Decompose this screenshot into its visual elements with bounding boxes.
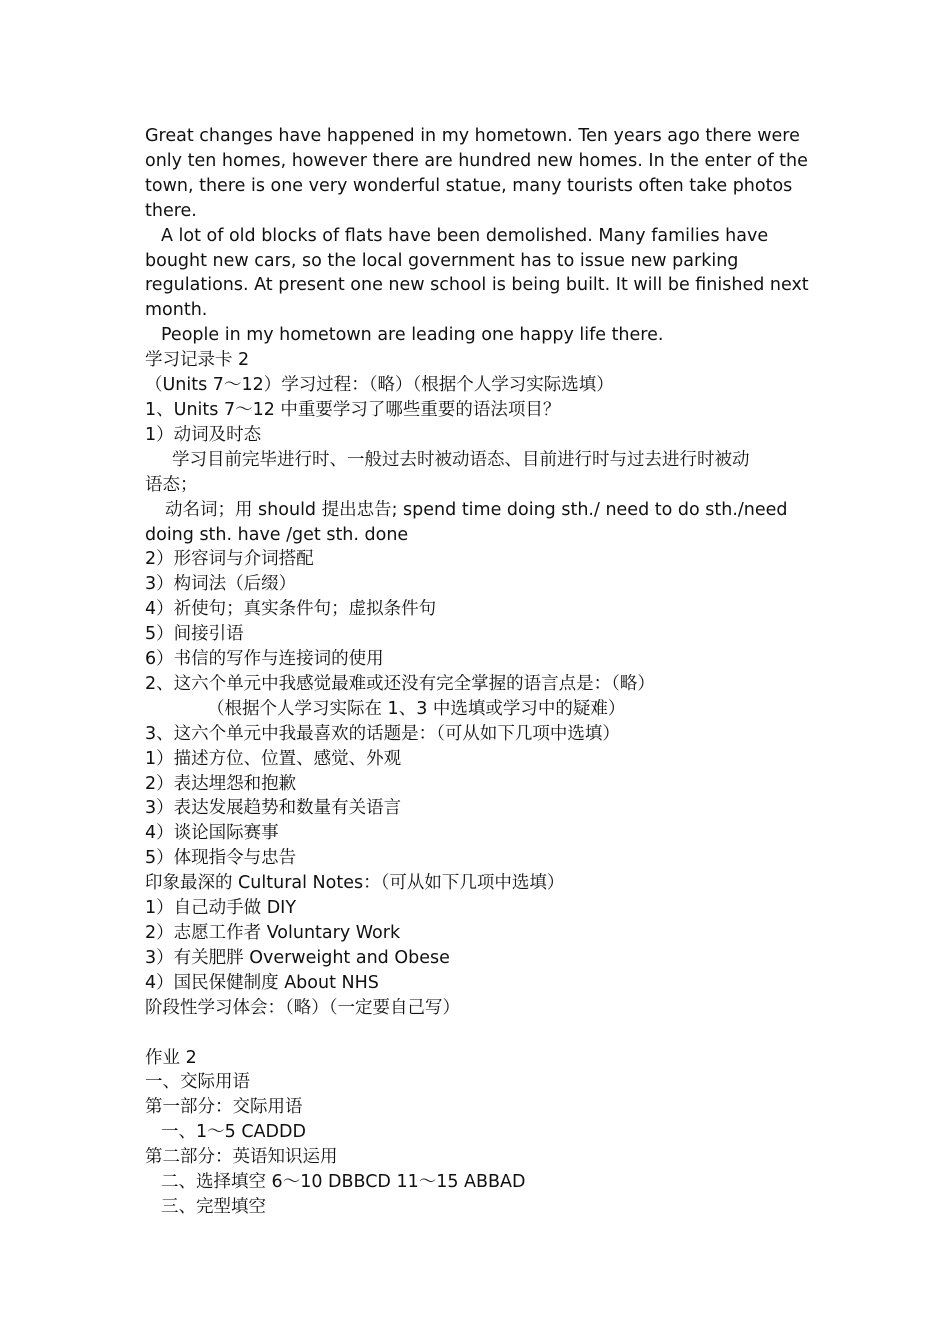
essay-line-3: town, there is one very wonderful statue, many tourists often take photos (145, 175, 793, 196)
record-card-title: 学习记录卡 2 (145, 350, 250, 371)
question-2-title: 2、这六个单元中我感觉最难或还没有完全掌握的语言点是：（略） (145, 673, 655, 694)
essay-line-8: month. (145, 300, 208, 321)
homework-part-2-answers: 二、选择填空 6～10 DBBCD 11～15 ABBAD (161, 1172, 526, 1193)
homework-title: 作业 2 (145, 1047, 197, 1068)
homework-part-1: 第一部分：交际用语 (145, 1097, 303, 1118)
essay-line-4: there. (145, 200, 197, 221)
cultural-notes-title: 印象最深的 Cultural Notes：（可从如下几项中选填） (145, 873, 565, 894)
question-1-item-1-detail-a-cont: 语态； (145, 474, 198, 495)
question-3-item-2: 2）表达埋怨和抱歉 (145, 773, 297, 794)
question-1-title: 1、Units 7～12 中重要学习了哪些重要的语法项目？ (145, 399, 561, 420)
cultural-notes-item-2: 2）志愿工作者 Voluntary Work (145, 923, 401, 943)
cultural-notes-item-3: 3）有关肥胖 Overweight and Obese (145, 947, 450, 968)
question-1-item-1-detail-b-cont: doing sth. have /get sth. done (145, 524, 409, 545)
record-card-subtitle: （Units 7～12）学习过程：（略）（根据个人学习实际选填） (145, 375, 614, 396)
homework-section-1: 一、交际用语 (145, 1072, 250, 1093)
homework-part-3: 三、完型填空 (161, 1196, 266, 1217)
homework-part-1-answers: 一、1～5 CADDD (161, 1122, 306, 1143)
question-3-title: 3、这六个单元中我最喜欢的话题是：（可从如下几项中选填） (145, 723, 620, 744)
question-1-item-4: 4）祈使句；真实条件句；虚拟条件句 (145, 599, 437, 620)
question-3-item-3: 3）表达发展趋势和数量有关语言 (145, 798, 402, 819)
homework-part-2: 第二部分：英语知识运用 (145, 1147, 338, 1168)
question-1-item-1-detail-b: 动名词；用 should 提出忠告; spend time doing sth./ need to do sth./need (165, 499, 788, 520)
question-3-item-5: 5）体现指令与忠告 (145, 848, 297, 869)
cultural-notes-item-1: 1）自己动手做 DIY (145, 898, 297, 919)
question-3-item-4: 4）谈论国际赛事 (145, 823, 279, 844)
cultural-notes-item-4: 4）国民保健制度 About NHS (145, 972, 379, 993)
document-body (145, 124, 810, 1220)
question-1-item-2: 2）形容词与介词搭配 (145, 549, 314, 570)
essay-line-1: Great changes have happened in my hometown. Ten years ago there were (145, 126, 800, 146)
blank-line (145, 1021, 810, 1046)
question-1-item-5: 5）间接引语 (145, 624, 244, 645)
question-1-item-1: 1）动词及时态 (145, 424, 262, 445)
essay-line-6: bought new cars, so the local government has to issue new parking (145, 250, 739, 271)
essay-line-9: People in my hometown are leading one happy life there. (161, 325, 664, 346)
question-2-note: （根据个人学习实际在 1、3 中选填或学习中的疑难） (207, 698, 626, 719)
question-1-item-6: 6）书信的写作与连接词的使用 (145, 649, 384, 670)
essay-line-5: A lot of old blocks of flats have been demolished. Many families have (161, 225, 769, 246)
question-1-item-3: 3）构词法（后缀） (145, 574, 297, 595)
essay-line-2: only ten homes, however there are hundred new homes. In the enter of the (145, 150, 808, 171)
question-1-item-1-detail-a: 学习目前完毕进行时、一般过去时被动语态、目前进行时与过去进行时被动 (172, 449, 750, 470)
essay-line-7: regulations. At present one new school is being built. It will be finished next (145, 275, 809, 296)
stage-reflection: 阶段性学习体会：（略）（一定要自己写） (145, 997, 460, 1018)
question-3-item-1: 1）描述方位、位置、感觉、外观 (145, 748, 402, 769)
